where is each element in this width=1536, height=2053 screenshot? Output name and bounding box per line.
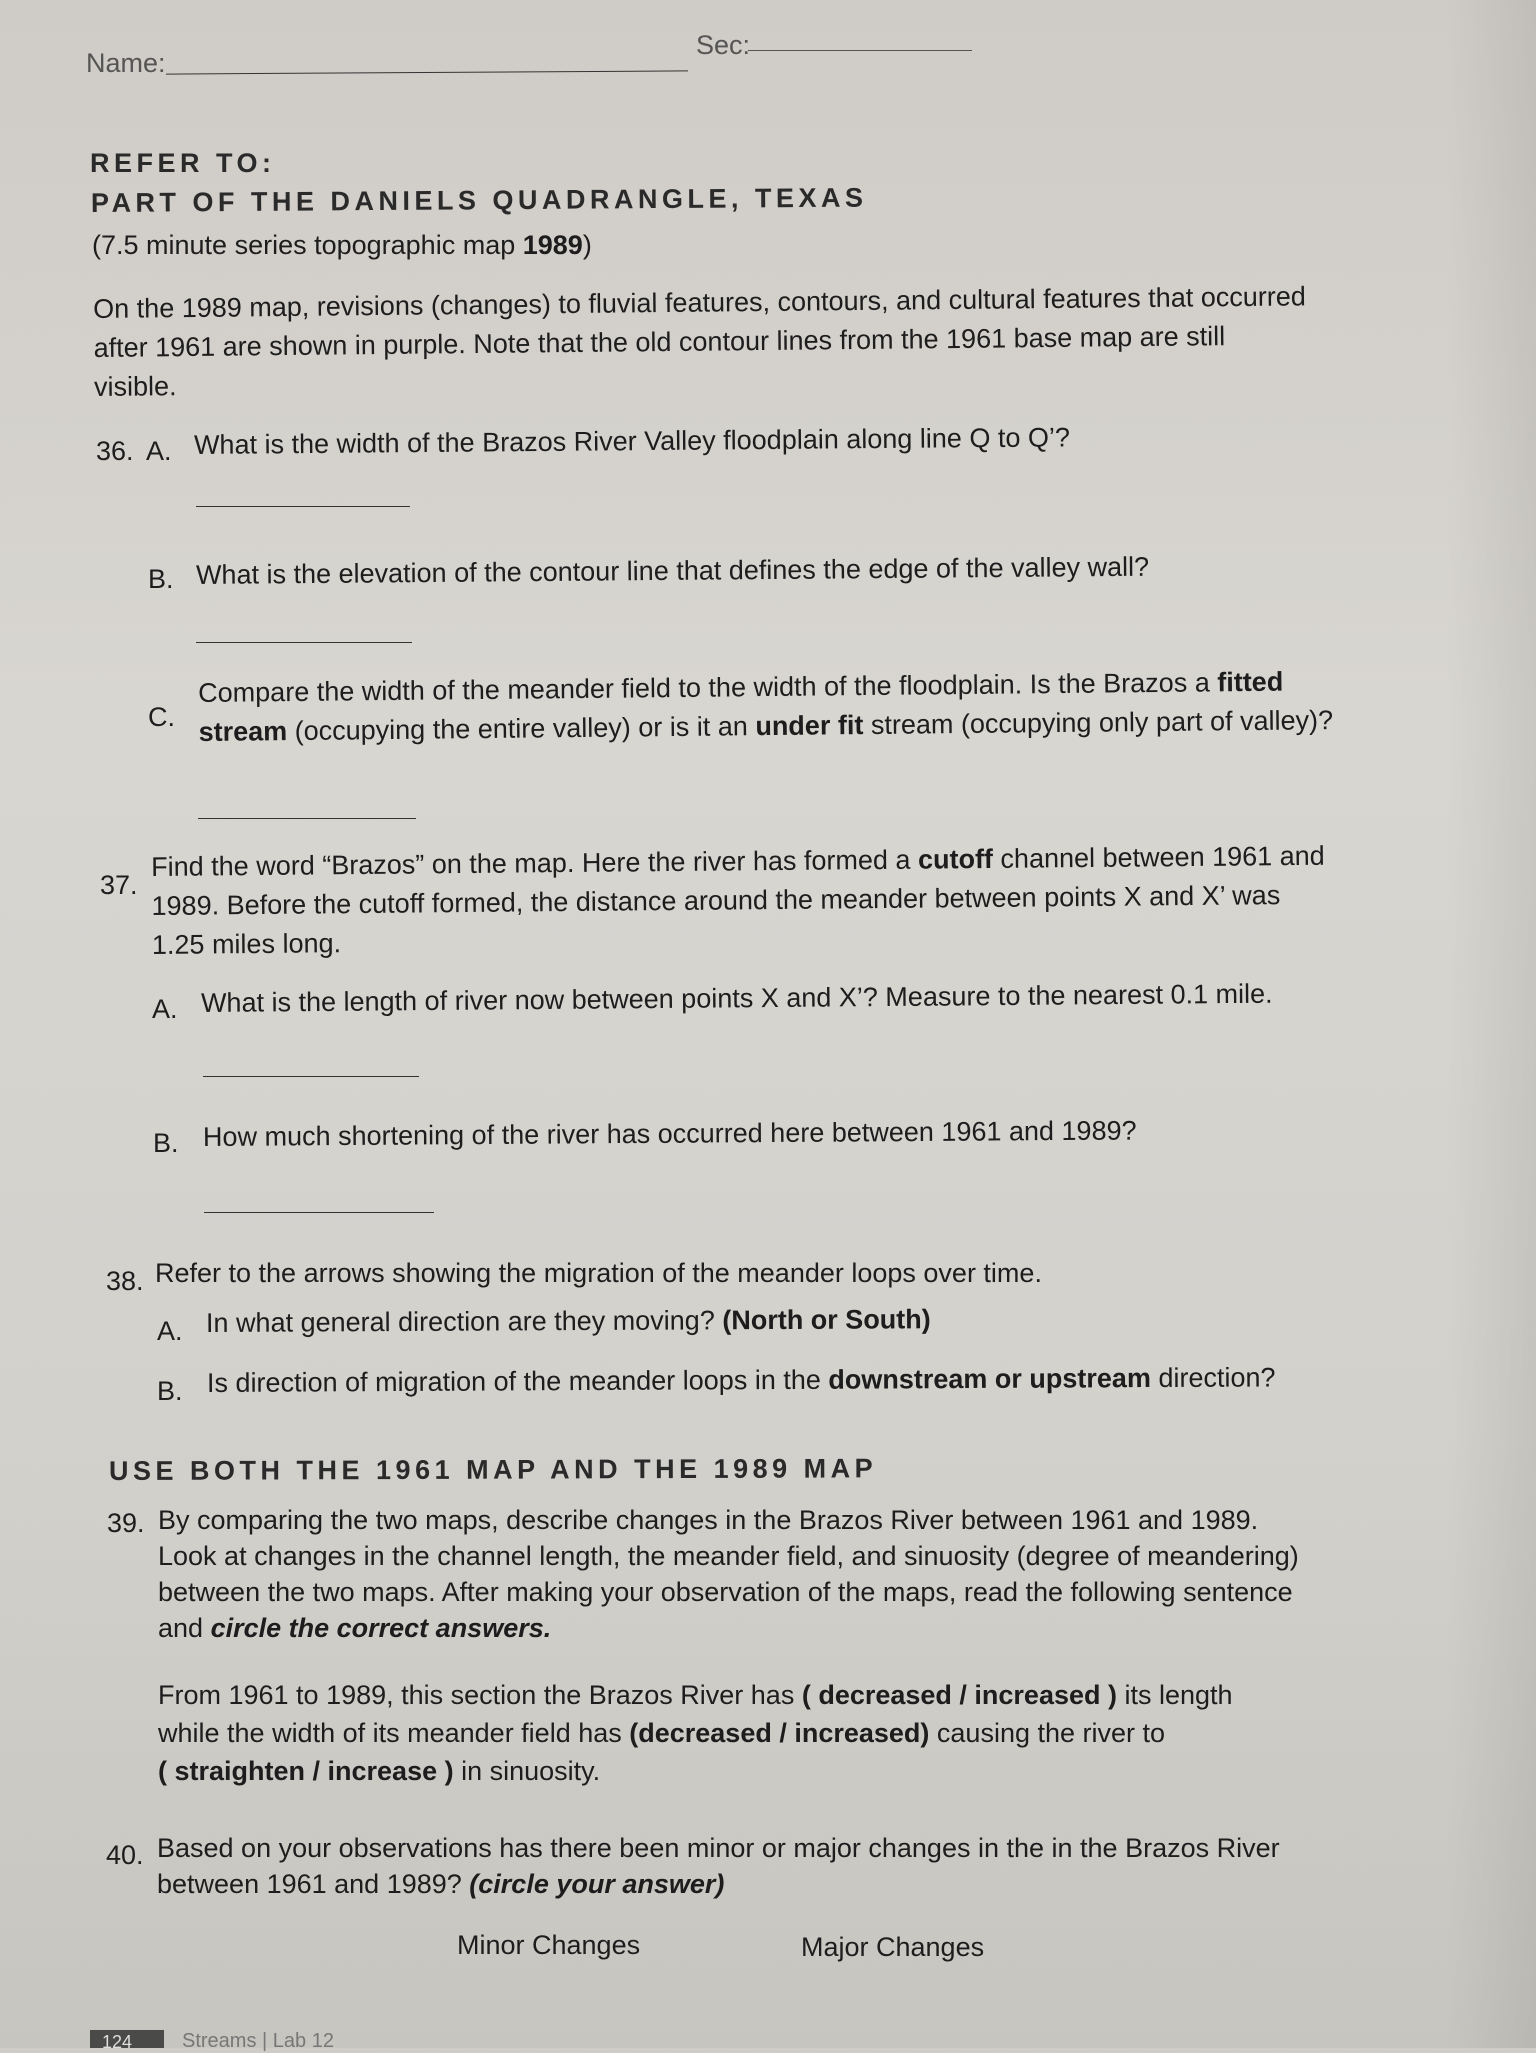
sec-blank[interactable]	[748, 50, 972, 51]
q38-a-letter: A.	[157, 1316, 183, 1346]
intro-line: On the 1989 map, revisions (changes) to fluvial features, contours, and cultural features that occurred	[93, 281, 1306, 324]
q39-choice-length[interactable]: ( decreased / increased )	[801, 1680, 1117, 1710]
q39-text: By comparing the two maps, describe changes in the Brazos River between 1961 and 1989. Look at changes in the channel length, the meander field, and sinuosity (degree of meandering) between the two maps. After making your observation of the maps, read the following sentence and circle the correct answers.	[158, 1505, 1299, 1643]
footer-text: Streams | Lab 12	[182, 2030, 334, 2052]
name-blank[interactable]	[166, 70, 688, 74]
section-heading-both-maps: USE BOTH THE 1961 MAP AND THE 1989 MAP	[108, 1453, 878, 1486]
refer-heading: REFER TO:	[90, 148, 276, 178]
intro-line: after 1961 are shown in purple. Note that the old contour lines from the 1961 base map are still	[93, 321, 1226, 363]
question-number-36: 36.	[96, 436, 134, 466]
question-number-38: 38.	[106, 1266, 144, 1296]
sec-label: Sec:	[696, 30, 751, 60]
q39-choice-sinuosity[interactable]: ( straighten / increase )	[158, 1756, 454, 1786]
map-title: PART OF THE DANIELS QUADRANGLE, TEXAS	[90, 182, 868, 218]
q38-b-letter: B.	[157, 1376, 183, 1406]
q36-c-answer-blank[interactable]	[198, 818, 416, 819]
q40-text: Based on your observations has there been minor or major changes in the in the Brazos River between 1961 and 1989? (circle your answer)	[157, 1833, 1280, 1899]
q37-b-text: How much shortening of the river has occurred here between 1961 and 1989?	[202, 1115, 1137, 1152]
option-major-changes[interactable]: Major Changes	[801, 1932, 985, 1962]
page-shadow	[1446, 0, 1536, 2048]
q39-sentence: From 1961 to 1989, this section the Brazos River has ( decreased / increased ) its length while the width of its meander field has (decreased / increased) causing the river to ( straighten / increase ) in sinuosity.	[158, 1680, 1233, 1786]
option-minor-changes[interactable]: Minor Changes	[457, 1930, 641, 1960]
q36-b-answer-blank[interactable]	[196, 642, 412, 643]
intro-line: visible.	[93, 371, 177, 402]
page-number-tab	[90, 2030, 164, 2052]
name-label: Name:	[86, 48, 166, 78]
q36-b-text: What is the elevation of the contour line that defines the edge of the valley wall?	[195, 551, 1150, 590]
q36-b-letter: B.	[148, 564, 174, 594]
q37-b-letter: B.	[153, 1128, 179, 1158]
q39-choice-meander-width[interactable]: (decreased / increased)	[629, 1718, 930, 1748]
question-number-39: 39.	[107, 1508, 145, 1538]
intro-paragraph	[93, 277, 1307, 407]
page-number: 124	[102, 2032, 133, 2052]
q36-a-answer-blank[interactable]	[196, 506, 410, 507]
q38-b-text: Is direction of migration of the meander loops in the downstream or upstream direction?	[206, 1362, 1276, 1398]
q37-a-text: What is the length of river now between points X and X’? Measure to the nearest 0.1 mile.	[200, 978, 1273, 1018]
q36-a-text: What is the width of the Brazos River Valley floodplain along line Q to Q’?	[193, 422, 1071, 460]
q36-c-text: Compare the width of the meander field to the width of the floodplain. Is the Brazos a fitted stream (occupying the entire valley) or is it an under fit stream (occupying only part of valley)?	[198, 666, 1334, 747]
q37-text: Find the word “Brazos” on the map. Here the river has formed a cutoff channel between 1961 and 1989. Before the cutoff formed, the distance around the meander between points X and X’ was 1.25 miles long.	[151, 840, 1325, 960]
q37-a-answer-blank[interactable]	[203, 1076, 419, 1077]
q38-text: Refer to the arrows showing the migration of the meander loops over time.	[155, 1258, 1042, 1288]
q37-a-letter: A.	[152, 994, 178, 1024]
q36-c-letter: C.	[148, 702, 175, 732]
q37-b-answer-blank[interactable]	[204, 1212, 434, 1213]
q38-a-text: In what general direction are they moving? (North or South)	[205, 1304, 931, 1338]
question-number-40: 40.	[106, 1840, 144, 1870]
q36-a-letter: A.	[146, 436, 172, 466]
question-number-37: 37.	[100, 870, 138, 900]
map-subtitle: (7.5 minute series topographic map 1989)	[92, 230, 592, 260]
